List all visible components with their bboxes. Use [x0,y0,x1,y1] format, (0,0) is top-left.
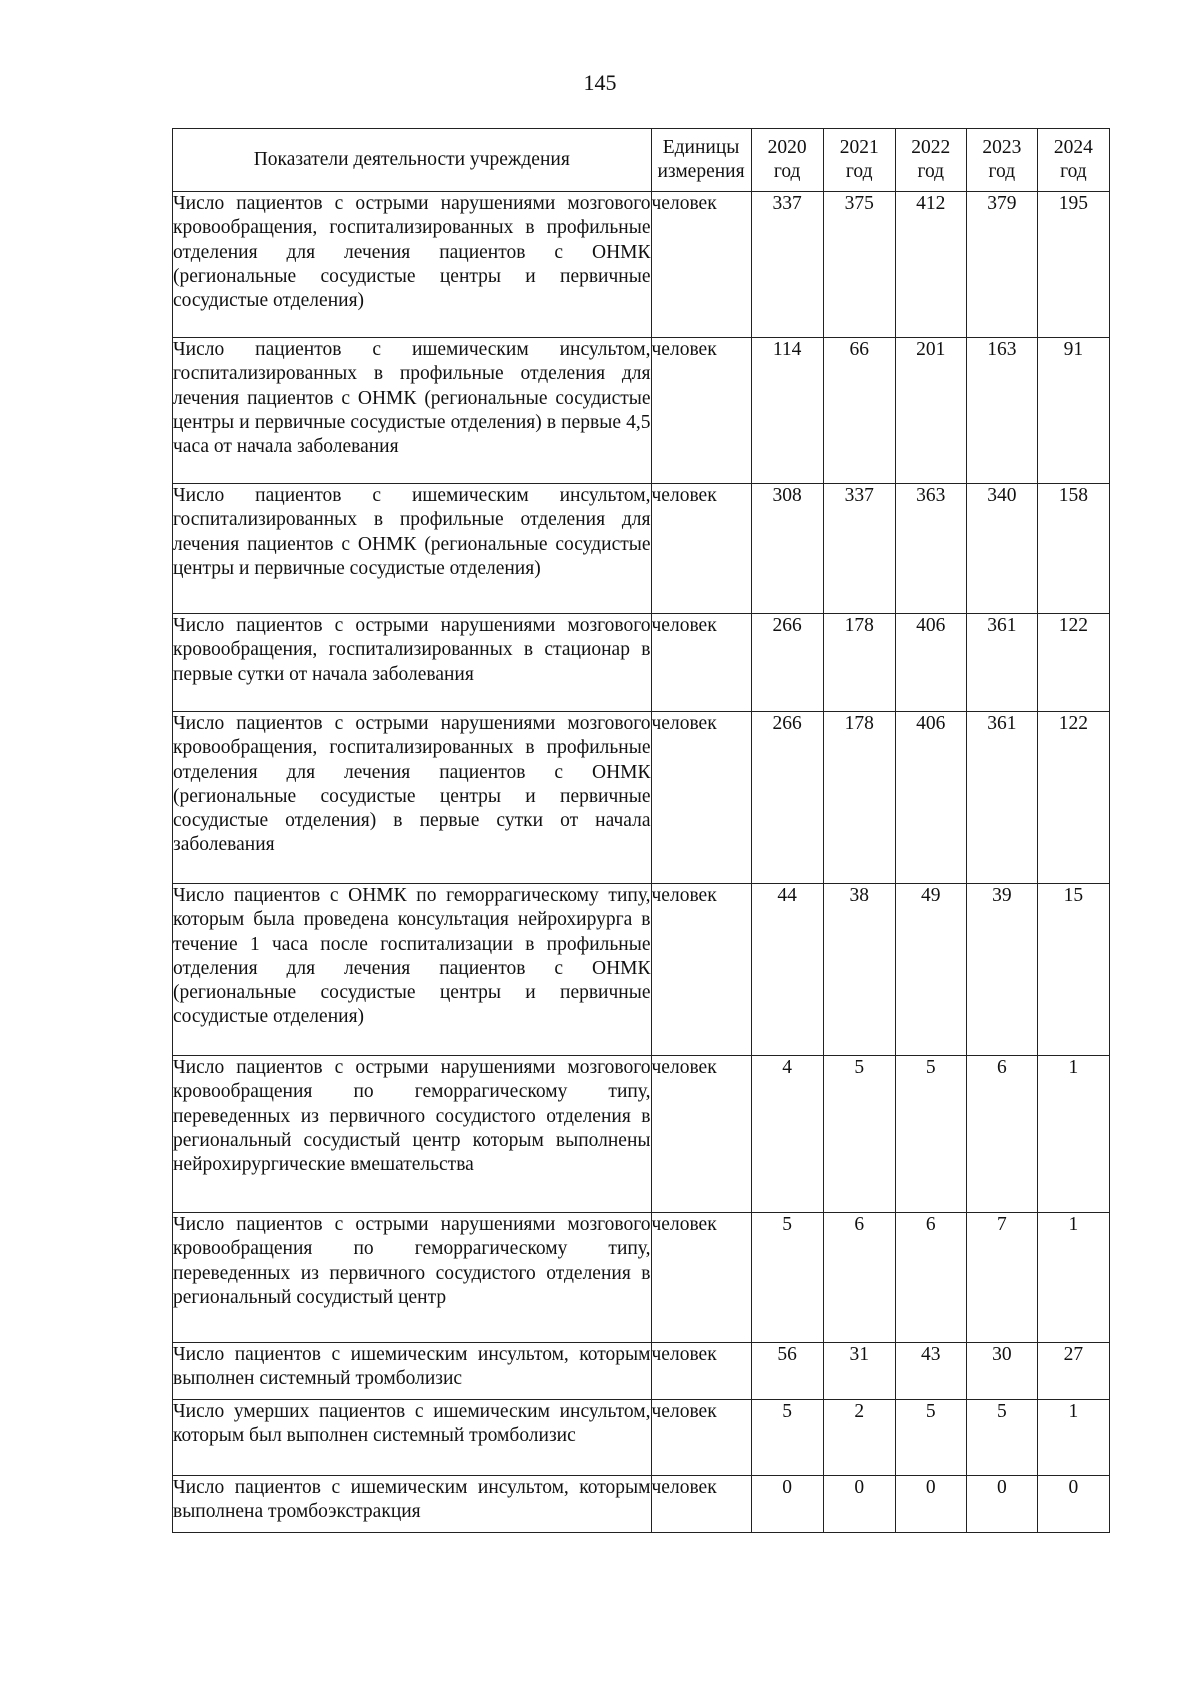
table-row [173,884,1110,1056]
table-row [173,1056,1110,1213]
header-year-value: 2022 [911,136,951,158]
unit-cell: человек [651,484,751,614]
header-unit-line2: измерения [657,161,745,182]
table-row [173,614,1110,712]
value-cell-2023: 379 [966,192,1037,338]
value-cell-2024: 91 [1037,338,1109,484]
value-cell-2020: 44 [751,884,823,1056]
header-year-suffix: год [1060,161,1087,182]
value-cell-2021: 66 [823,338,895,484]
indicator-cell: Число пациентов с ишемическим инсультом, госпитализированных в профильные отделения для лечения пациентов с ОНМК (региональные сосудистые центры и первичные сосудистые отделения) в первые 4,5 часа от начала заболевания [173,338,652,484]
value-cell-2023: 5 [966,1400,1037,1476]
value-cell-2024: 15 [1037,884,1109,1056]
value-cell-2023: 361 [966,712,1037,884]
value-cell-2023: 39 [966,884,1037,1056]
value-cell-2024: 1 [1037,1400,1109,1476]
indicators-table [172,128,1110,1533]
unit-cell: человек [651,1400,751,1476]
value-cell-2022: 363 [895,484,966,614]
value-cell-2021: 31 [823,1343,895,1400]
unit-cell: человек [651,1343,751,1400]
unit-cell: человек [651,338,751,484]
table-row [173,338,1110,484]
header-year-suffix: год [988,161,1016,182]
unit-cell: человек [651,884,751,1056]
header-unit-line1: Единицы [662,136,740,158]
value-cell-2022: 412 [895,192,966,338]
value-cell-2020: 5 [751,1400,823,1476]
table-row [173,712,1110,884]
value-cell-2021: 5 [823,1056,895,1213]
value-cell-2024: 1 [1037,1213,1109,1343]
value-cell-2020: 308 [751,484,823,614]
value-cell-2023: 163 [966,338,1037,484]
value-cell-2022: 406 [895,712,966,884]
header-year-2023 [966,129,1037,192]
header-year-2020 [751,129,823,192]
indicator-cell: Число умерших пациентов с ишемическим инсультом, которым был выполнен системный тромболизис [173,1400,652,1476]
value-cell-2020: 0 [751,1476,823,1533]
header-year-value: 2020 [767,136,807,158]
value-cell-2020: 266 [751,712,823,884]
value-cell-2023: 361 [966,614,1037,712]
value-cell-2022: 43 [895,1343,966,1400]
value-cell-2024: 122 [1037,614,1109,712]
value-cell-2020: 114 [751,338,823,484]
value-cell-2020: 56 [751,1343,823,1400]
value-cell-2024: 0 [1037,1476,1109,1533]
value-cell-2020: 266 [751,614,823,712]
page-number: 145 [583,70,617,95]
indicator-cell: Число пациентов с острыми нарушениями мозгового кровообращения по геморрагическому типу, переведенных из первичного сосудистого отделения в региональный сосудистый центр которым выполнены нейрохирургические вмешательства [173,1056,652,1213]
unit-cell: человек [651,1056,751,1213]
value-cell-2020: 4 [751,1056,823,1213]
header-year-value: 2023 [982,136,1022,158]
unit-cell: человек [651,614,751,712]
value-cell-2022: 0 [895,1476,966,1533]
indicator-cell: Число пациентов с ишемическим инсультом, госпитализированных в профильные отделения для лечения пациентов с ОНМК (региональные сосудистые центры и первичные сосудистые отделения) [173,484,652,614]
value-cell-2021: 2 [823,1400,895,1476]
value-cell-2020: 5 [751,1213,823,1343]
header-year-suffix: год [917,161,945,182]
indicator-cell: Число пациентов с острыми нарушениями мозгового кровообращения по геморрагическому типу, переведенных из первичного сосудистого отделения в региональный сосудистый центр [173,1213,652,1343]
value-cell-2021: 38 [823,884,895,1056]
value-cell-2022: 201 [895,338,966,484]
value-cell-2022: 49 [895,884,966,1056]
table-row [173,1400,1110,1476]
table-row [173,1213,1110,1343]
header-year-2022 [895,129,966,192]
header-year-suffix: год [773,161,801,182]
header-year-2021 [823,129,895,192]
unit-cell: человек [651,712,751,884]
value-cell-2021: 6 [823,1213,895,1343]
indicator-cell: Число пациентов с ишемическим инсультом, которым выполнен системный тромболизис [173,1343,652,1400]
table-row [173,484,1110,614]
table-row [173,192,1110,338]
value-cell-2024: 158 [1037,484,1109,614]
value-cell-2023: 6 [966,1056,1037,1213]
value-cell-2021: 337 [823,484,895,614]
header-unit [651,129,751,192]
indicator-cell: Число пациентов с острыми нарушениями мозгового кровообращения, госпитализированных в профильные отделения для лечения пациентов с ОНМК (региональные сосудистые центры и первичные сосудистые отделения) [173,192,652,338]
value-cell-2024: 1 [1037,1056,1109,1213]
header-year-value: 2024 [1053,136,1093,158]
value-cell-2022: 406 [895,614,966,712]
value-cell-2024: 195 [1037,192,1109,338]
header-indicator: Показатели деятельности учреждения [173,129,652,192]
table-row [173,1476,1110,1533]
unit-cell: человек [651,1213,751,1343]
unit-cell: человек [651,192,751,338]
indicator-cell: Число пациентов с ишемическим инсультом, которым выполнена тромбоэкстракция [173,1476,652,1533]
indicator-cell: Число пациентов с острыми нарушениями мозгового кровообращения, госпитализированных в стационар в первые сутки от начала заболевания [173,614,652,712]
value-cell-2020: 337 [751,192,823,338]
value-cell-2024: 122 [1037,712,1109,884]
value-cell-2021: 0 [823,1476,895,1533]
header-year-value: 2021 [839,136,879,158]
value-cell-2021: 375 [823,192,895,338]
indicator-cell: Число пациентов с ОНМК по геморрагическому типу, которым была проведена консультация нейрохирурга в течение 1 часа после госпитализации в профильные отделения для лечения пациентов с ОНМК (региональные сосудистые центры и первичные сосудистые отделения) [173,884,652,1056]
indicator-cell: Число пациентов с острыми нарушениями мозгового кровообращения, госпитализированных в профильные отделения для лечения пациентов с ОНМК (региональные сосудистые центры и первичные сосудистые отделения) в первые сутки от начала заболевания [173,712,652,884]
value-cell-2021: 178 [823,614,895,712]
value-cell-2022: 5 [895,1056,966,1213]
table-header-row [173,129,1110,192]
value-cell-2024: 27 [1037,1343,1109,1400]
value-cell-2023: 7 [966,1213,1037,1343]
unit-cell: человек [651,1476,751,1533]
header-year-suffix: год [845,161,873,182]
value-cell-2022: 5 [895,1400,966,1476]
value-cell-2023: 0 [966,1476,1037,1533]
value-cell-2021: 178 [823,712,895,884]
value-cell-2023: 340 [966,484,1037,614]
header-year-2024 [1037,129,1109,192]
value-cell-2023: 30 [966,1343,1037,1400]
value-cell-2022: 6 [895,1213,966,1343]
table-row [173,1343,1110,1400]
